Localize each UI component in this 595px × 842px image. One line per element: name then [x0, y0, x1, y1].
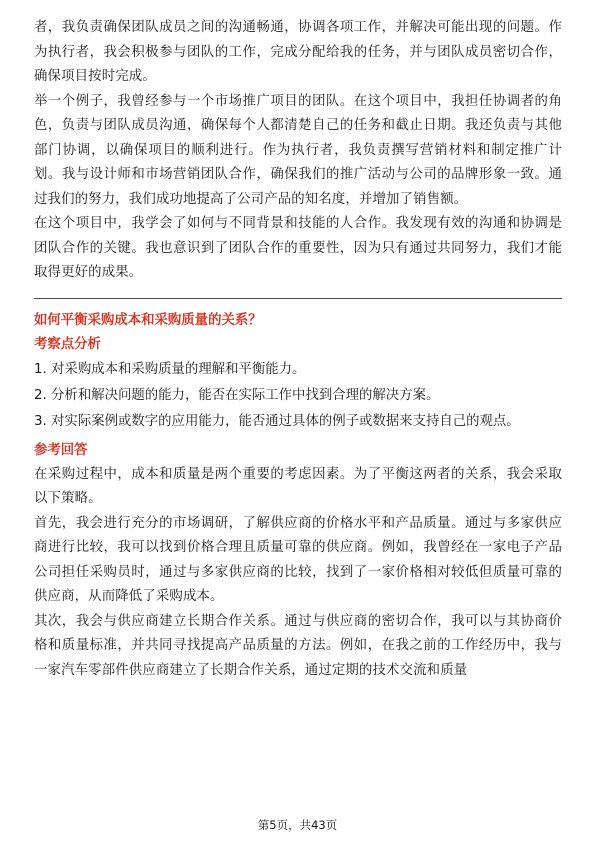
analysis-heading: 考察点分析: [34, 336, 101, 352]
answer-paragraph-3: 其次，我会与供应商建立长期合作关系。通过与供应商的密切合作，我可以与其协商价格和质量标准，并共同寻找提高产品质量的方法。例如，在我之前的工作经历中，我与一家汽车零部件供应商建立了长期合作关系，通过定期的技术交流和质量: [34, 613, 562, 678]
question-title: 如何平衡采购成本和采购质量的关系？: [34, 312, 262, 328]
intro-paragraph-2: 举一个例子，我曾经参与一个市场推广项目的团队。在这个项目中，我担任协调者的角色，负责与团队成员沟通，确保每个人都清楚自己的任务和截止日期。我还负责与其他部门协调，以确保项目的顺利进行。作为执行者，我负责撰写营销材料和制定推广计划。我与设计师和市场营销团队合作，确保我们的推广活动与公司的品牌形象一致。通过我们的努力，我们成功地提高了公司产品的知名度，并增加了销售额。: [34, 93, 562, 207]
analysis-item-1: 1. 对采购成本和采购质量的理解和平衡能力。: [34, 361, 306, 377]
answer-heading: 参考回答: [34, 442, 88, 458]
page-number-footer: 第5页，共43页: [257, 818, 338, 832]
intro-paragraph-3: 在这个项目中，我学会了如何与不同背景和技能的人合作。我发现有效的沟通和协调是团队合作的关键。我也意识到了团队合作的重要性，因为只有通过共同努力，我们才能取得更好的成果。: [34, 216, 562, 280]
analysis-item-3: 3. 对实际案例或数字的应用能力，能否通过具体的例子或数据来支持自己的观点。: [34, 413, 520, 429]
intro-paragraph-1: 者，我负责确保团队成员之间的沟通畅通，协调各项工作，并解决可能出现的问题。作为执行者，我会积极参与团队的工作，完成分配给我的任务，并与团队成员密切合作，确保项目按时完成。: [34, 20, 562, 84]
answer-paragraph-1: 在采购过程中，成本和质量是两个重要的考虑因素。为了平衡这两者的关系，我会采取以下策略。: [34, 466, 562, 506]
section-divider: [34, 298, 562, 299]
analysis-item-2: 2. 分析和解决问题的能力，能否在实际工作中找到合理的解决方案。: [34, 387, 440, 403]
answer-paragraph-2: 首先，我会进行充分的市场调研，了解供应商的价格水平和产品质量。通过与多家供应商进行比较，我可以找到价格合理且质量可靠的供应商。例如，我曾经在一家电子产品公司担任采购员时，通过与多家供应商的比较，找到了一家价格相对较低但质量可靠的供应商，从而降低了采购成本。: [34, 515, 562, 604]
document-page: [34, 16, 562, 683]
analysis-list: [34, 357, 562, 435]
